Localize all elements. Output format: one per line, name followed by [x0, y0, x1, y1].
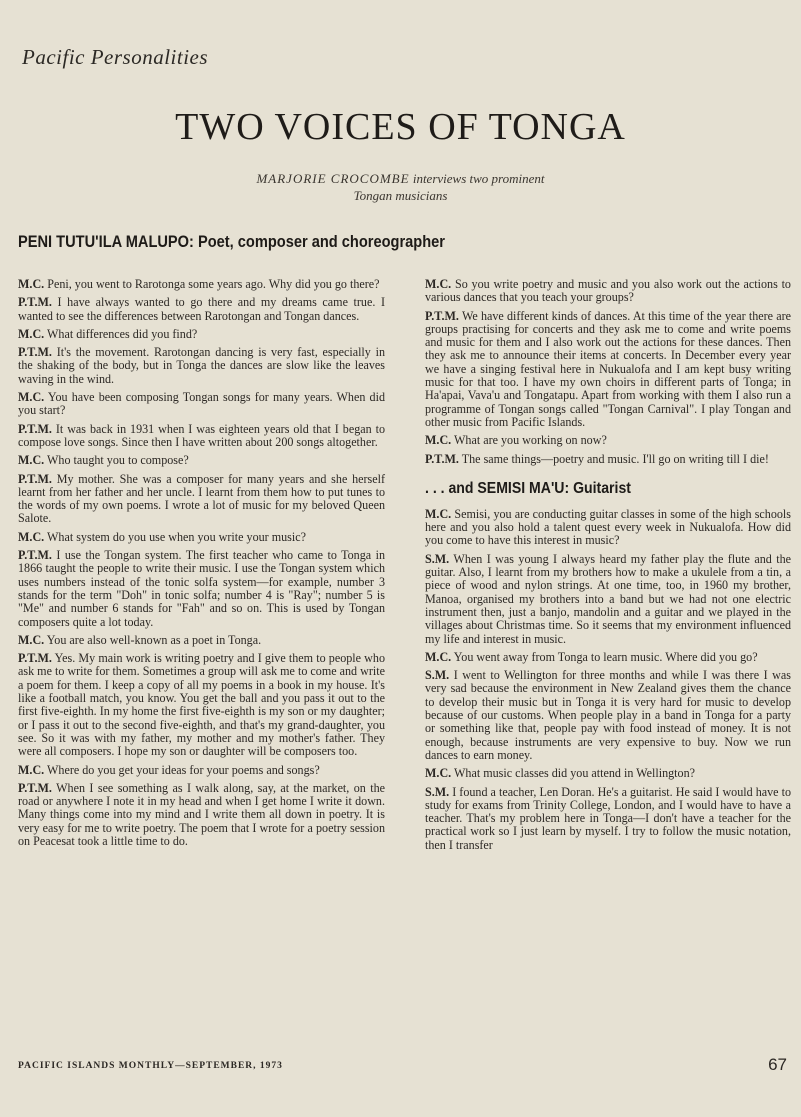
byline-line-2: Tongan musicians	[353, 188, 448, 203]
byline-rest: interviews two prominent	[412, 171, 545, 186]
paragraph-text: What music classes did you attend in Wellington?	[454, 766, 695, 781]
paragraph-text: I found a teacher, Len Doran. He's a guitarist. He said I would have to study for exams from Trinity College, London, and I would have to have a teacher. That's my problem here in Tonga—I don't have a teacher for the practical work so I just learn by myself. I try to follow the music notation, then I transfer	[425, 784, 791, 852]
article-title: TWO VOICES OF TONGA	[175, 106, 626, 148]
interview-paragraph	[18, 423, 385, 450]
paragraph-text: What differences did you find?	[47, 326, 198, 341]
page-number: 67	[768, 1055, 787, 1074]
paragraph-text: The same things—poetry and music. I'll go on writing till I die!	[461, 451, 769, 466]
speaker-label: S.M.	[425, 668, 450, 683]
left-column	[18, 278, 385, 853]
paragraph-text: It's the movement. Rarotongan dancing is very fast, especially in the shaking of the body, but in Tonga the dances are slow like the leaves waving in the wind.	[18, 345, 385, 386]
interview-paragraph	[425, 508, 791, 548]
interview-paragraph	[18, 782, 385, 848]
paragraph-text: Where do you get your ideas for your poems and songs?	[47, 762, 320, 777]
speaker-label: M.C.	[425, 277, 452, 291]
section-heading-semisi: . . . and SEMISI MA'U: Guitarist	[425, 479, 631, 497]
paragraph-text: I have always wanted to go there and my dreams came true. I wanted to see the differences between Rarotongan and Tongan dances.	[18, 295, 385, 323]
interview-paragraph	[18, 764, 385, 777]
interview-paragraph	[18, 296, 385, 323]
speaker-label: M.C.	[18, 453, 45, 468]
interview-paragraph	[425, 453, 791, 466]
paragraph-text: I went to Wellington for three months and while I was there I was very sad because the environment in New Zealand gives them the chance to develop their music but in Tonga it is very hard for music to develop because of our customs. When people play in a band in Tonga for a party or something like that, people pay with food instead of money. It is not enough, because instruments are very expensive to buy. Now we run dances to earn money.	[425, 668, 791, 762]
speaker-label: M.C.	[18, 632, 45, 647]
speaker-label: P.T.M.	[18, 471, 52, 486]
right-column-bottom	[425, 508, 791, 852]
interview-paragraph	[425, 434, 791, 447]
right-column-top	[425, 278, 791, 466]
interview-paragraph	[18, 531, 385, 544]
paragraph-text: My mother. She was a composer for many years and she herself learnt from her father and her uncle. I learnt from them how to put tunes to the words of my own poems. I wrote a lot of music for my beloved Queen Salote.	[18, 471, 385, 526]
speaker-label: M.C.	[18, 529, 45, 544]
paragraph-text: We have different kinds of dances. At this time of the year there are groups practising for concerts and they ask me to come and write poems and music for them and I also work out the actions for these dances. Then they ask me to announce their items at concerts. In December every year we have a singing festival here in Nukualofa and I am kept busy writing music for that too. I have my own choirs in different parts of Tonga; in Ha'apai, Vava'u and Tongatapu. Apart from working with them I also run a programme of Tongan songs called "Tongan Carnival". I play Tongan and other music from Pacific Islands.	[425, 308, 791, 429]
paragraph-text: Who taught you to compose?	[47, 453, 189, 468]
interview-paragraph	[18, 473, 385, 526]
section-heading-peni: PENI TUTU'ILA MALUPO: Poet, composer and choreographer	[18, 232, 445, 251]
interview-paragraph	[18, 346, 385, 386]
interview-paragraph	[425, 651, 791, 664]
speaker-label: M.C.	[425, 506, 452, 521]
speaker-label: P.T.M.	[425, 451, 459, 466]
speaker-label: P.T.M.	[18, 295, 52, 310]
paragraph-text: I use the Tongan system. The first teacher who came to Tonga in 1866 taught the people to write their music. I use the Tongan system which uses numbers instead of the tonic solfa system—for example, number 3 stands for the term "Doh" in tonic solfa; number 4 is "Ray"; number 5 is "Me" and number 6 stands for "Fah" and so on. This is used by Tongan composers quite a lot today.	[18, 548, 385, 629]
speaker-label: S.M.	[425, 784, 450, 799]
speaker-label: M.C.	[18, 326, 45, 341]
section-label: Pacific Personalities	[22, 45, 209, 69]
speaker-label: S.M.	[425, 551, 450, 566]
interview-paragraph	[18, 454, 385, 467]
right-column	[425, 278, 791, 857]
paragraph-text: You have been composing Tongan songs for many years. When did you start?	[18, 390, 385, 418]
speaker-label: M.C.	[18, 762, 45, 777]
interview-paragraph	[18, 652, 385, 758]
footer-publication: PACIFIC ISLANDS MONTHLY—SEPTEMBER, 1973	[18, 1061, 283, 1071]
speaker-label: M.C.	[18, 277, 45, 291]
paragraph-text: You went away from Tonga to learn music. Where did you go?	[453, 649, 758, 664]
speaker-label: P.T.M.	[18, 780, 52, 795]
paragraph-text: It was back in 1931 when I was eighteen years old that I began to compose love songs. Since then I have written about 200 songs altogether.	[18, 421, 385, 449]
speaker-label: M.C.	[425, 433, 452, 448]
interview-paragraph	[18, 549, 385, 629]
byline	[0, 170, 801, 204]
interview-paragraph	[425, 767, 791, 780]
speaker-label: P.T.M.	[18, 651, 52, 666]
paragraph-text: Peni, you went to Rarotonga some years ago. Why did you go there?	[47, 277, 380, 291]
interview-paragraph	[425, 786, 791, 852]
speaker-label: P.T.M.	[18, 421, 52, 436]
interview-paragraph	[425, 553, 791, 646]
interview-paragraph	[425, 669, 791, 762]
paragraph-text: What are you working on now?	[454, 433, 607, 448]
interview-paragraph	[425, 310, 791, 430]
paragraph-text: So you write poetry and music and you also work out the actions to various dances that you teach your groups?	[425, 277, 791, 305]
interview-paragraph	[425, 278, 791, 305]
speaker-label: P.T.M.	[18, 548, 52, 563]
paragraph-text: Semisi, you are conducting guitar classes in some of the high schools here and you also hold a talent quest every week in Nukualofa. How did you come to have this interest in music?	[425, 506, 791, 548]
interview-paragraph	[18, 278, 385, 291]
byline-line-1	[0, 170, 801, 187]
paragraph-text: When I see something as I walk along, say, at the market, on the road or anywhere I note it in my head and when I get home I write it down. Many things come into my mind and I write them all down in poetry. It is very easy for me to write poetry. The poem that I wrote for a poetry session on Peacesat took a little time to do.	[18, 780, 386, 848]
interview-paragraph	[18, 391, 385, 418]
speaker-label: M.C.	[425, 649, 452, 664]
paragraph-text: Yes. My main work is writing poetry and I give them to people who ask me to write for them. Sometimes a group will ask me to come and write a poem for them. I keep a copy of all my poems in a book in my house. It's like a football match, you know. You get the ball and you pass it out to the first five-eighth. In my home the first five-eighth is my son or my daughter; or I pass it out to the second five-eighth, and that's my grand-daughter, you see. So it was with my father, my mother and my mother's father. They were all composers. I hope my son or daughter will be composers too.	[18, 651, 386, 759]
speaker-label: M.C.	[18, 390, 45, 405]
speaker-label: M.C.	[425, 766, 452, 781]
speaker-label: P.T.M.	[425, 308, 459, 323]
author-name: MARJORIE CROCOMBE	[256, 171, 410, 186]
paragraph-text: You are also well-known as a poet in Tonga.	[46, 632, 262, 647]
interview-paragraph	[18, 634, 385, 647]
interview-paragraph	[18, 328, 385, 341]
speaker-label: P.T.M.	[18, 345, 52, 360]
paragraph-text: What system do you use when you write your music?	[47, 529, 306, 544]
paragraph-text: When I was young I always heard my father play the flute and the guitar. Also, I learnt from my brothers how to make a ukulele from a tin, a piece of wood and nylon strings. At one time, too, in 1960 my brother, Manoa, organised my brothers into a band but we had not one electric instrument then, just a banjo, mandolin and a guitar and we played in the villages about Christmas time. So it seems that my environment influenced my life and interest in music.	[425, 551, 791, 646]
